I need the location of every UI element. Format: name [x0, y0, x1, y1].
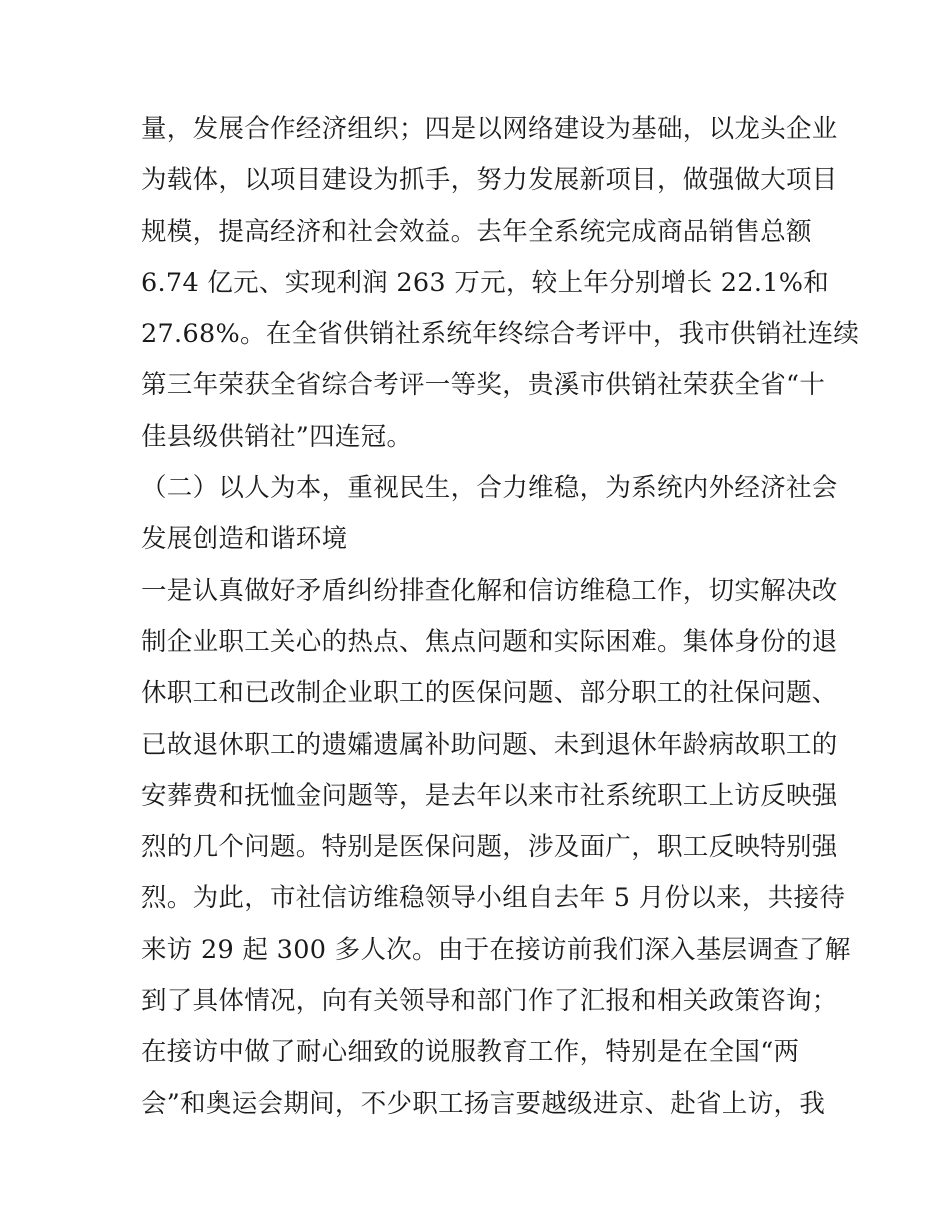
text-line: 来访 29 起 300 多人次。由于在接访前我们深入基层调查了解 — [141, 934, 851, 965]
document-body — [141, 104, 860, 1130]
text-line: 烈。为此，市社信访维稳领导小组自去年 5 月份以来，共接待 — [141, 883, 846, 914]
section-heading: 发展创造和谐环境 — [141, 524, 348, 555]
text-line: 在接访中做了耐心细致的说服教育工作，特别是在全国“两 — [141, 1037, 800, 1068]
text-line: 27.68%。在全省供销社系统年终综合考评中，我市供销社连续 — [141, 319, 860, 350]
text-line: 会”和奥运会期间，不少职工扬言要越级进京、赴省上访，我 — [141, 1088, 826, 1119]
section-heading: （二）以人为本，重视民生，合力维稳，为系统内外经济社会 — [141, 473, 838, 504]
text-line: 佳县级供销社”四连冠。 — [141, 421, 413, 452]
text-line: 量，发展合作经济组织；四是以网络建设为基础，以龙头企业 — [141, 114, 838, 144]
text-line: 到了具体情况，向有关领导和部门作了汇报和相关政策咨询； — [141, 986, 838, 1017]
text-line: 烈的几个问题。特别是医保问题，涉及面广，职工反映特别强 — [141, 832, 838, 863]
text-line: 已故退休职工的遗孀遗属补助问题、未到退休年龄病故职工的 — [141, 729, 838, 760]
text-line: 制企业职工关心的热点、焦点问题和实际困难。集体身份的退 — [141, 626, 838, 657]
text-line: 安葬费和抚恤金问题等，是去年以来市社系统职工上访反映强 — [141, 780, 838, 811]
text-line: 6.74 亿元、实现利润 263 万元，较上年分别增长 22.1%和 — [141, 267, 830, 298]
text-line: 为载体，以项目建设为抓手，努力发展新项目，做强做大项目 — [141, 165, 838, 196]
text-line: 第三年荣获全省综合考评一等奖，贵溪市供销社荣获全省“十 — [141, 370, 826, 401]
text-line: 休职工和已改制企业职工的医保问题、部分职工的社保问题、 — [141, 678, 838, 709]
text-line: 规模，提高经济和社会效益。去年全系统完成商品销售总额 — [141, 216, 812, 247]
text-line: 一是认真做好矛盾纠纷排查化解和信访维稳工作，切实解决改 — [141, 575, 838, 606]
